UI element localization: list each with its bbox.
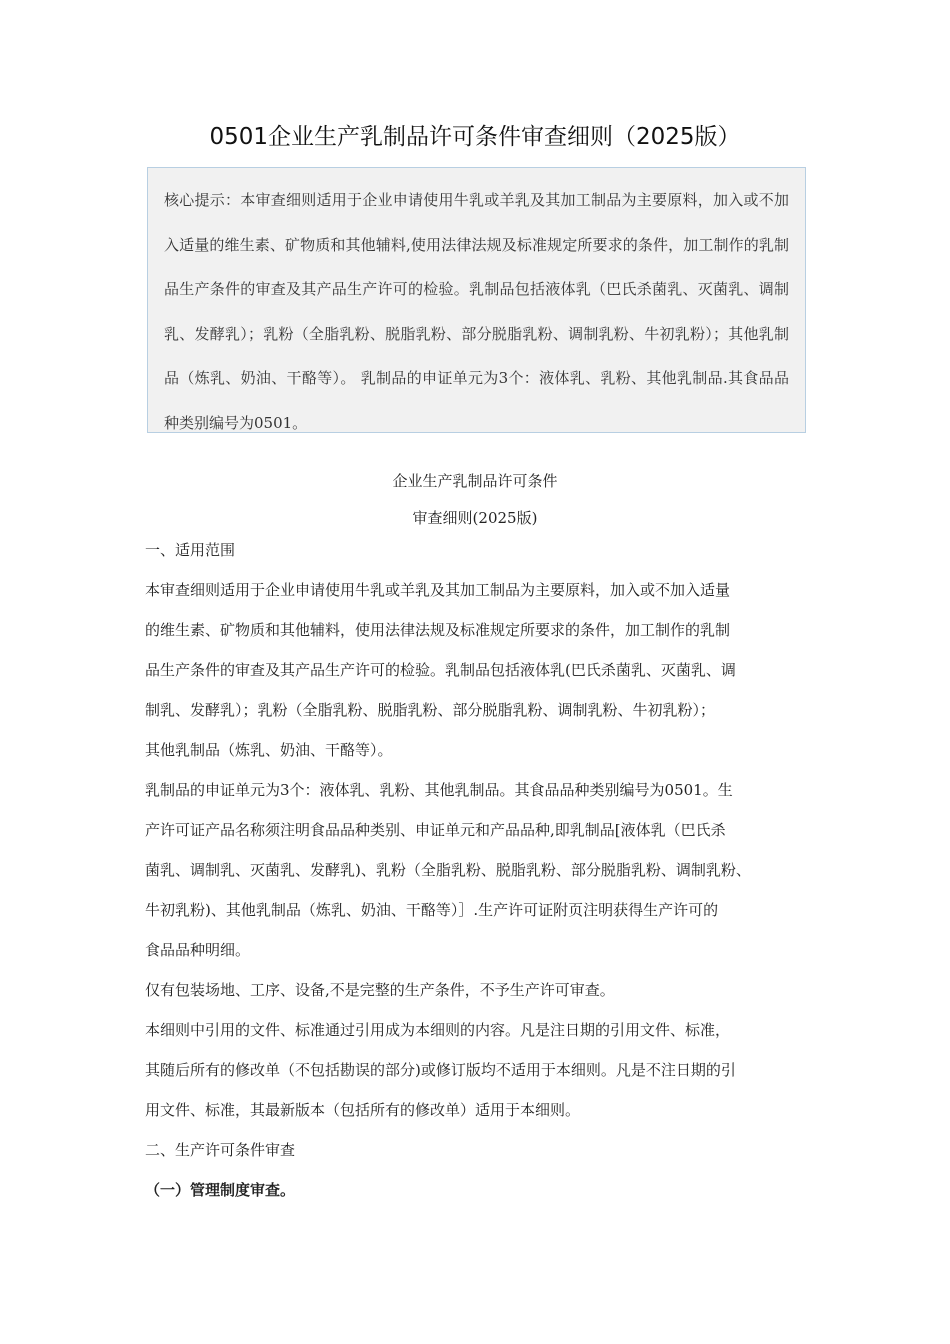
body-line: 牛初乳粉)、其他乳制品（炼乳、奶油、干酪等）］.生产许可证附页注明获得生产许可的 [145,901,719,919]
body-line: 制乳、发酵乳）；乳粉（全脂乳粉、脱脂乳粉、部分脱脂乳粉、调制乳粉、牛初乳粉）； [145,701,716,719]
body-line: 其他乳制品（炼乳、奶油、干酪等）。 [145,741,393,759]
subtitle-line-1: 企业生产乳制品许可条件 [392,472,558,490]
body-line: 本细则中引用的文件、标准通过引用成为本细则的内容。凡是注日期的引用文件、标准， [145,1021,731,1039]
core-tip-box [147,167,806,433]
body-line: 其随后所有的修改单（不包括勘误的部分)或修订版均不适用于本细则。凡是不注日期的引 [145,1061,736,1079]
core-tip-text: 核心提示：本审查细则适用于企业申请使用牛乳或羊乳及其加工制品为主要原料，加入或不加入适量的维生素、矿物质和其他辅料,使用法律法规及标准规定所要求的条件，加工制作的乳制品生产条件的审查及其产品生产许可的检验。乳制品包括液体乳（巴氏杀菌乳、灭菌乳、调制乳、发酵乳）；乳粉（全脂乳粉、脱脂乳粉、部分脱脂乳粉、调制乳粉、牛初乳粉）；其他乳制品（炼乳、奶油、干酪等）。 乳制品的申证单元为3个：液体乳、乳粉、其他乳制品.其食品品种类别编号为0501。 [164,191,789,432]
body-text [145,530,815,1210]
document-title: 0501企业生产乳制品许可条件审查细则（2025版） [209,124,741,150]
section-heading-license-conditions: 二、生产许可条件审查 [145,1141,296,1159]
body-line: 的维生素、矿物质和其他辅料，使用法律法规及标准规定所要求的条件，加工制作的乳制 [145,621,731,639]
subsection-heading-management: （一）管理制度审查。 [145,1181,296,1199]
body-line: 乳制品的申证单元为3个：液体乳、乳粉、其他乳制品。其食品品种类别编号为0501。生 [145,781,733,799]
body-line: 产许可证产品名称须注明食品品种类别、申证单元和产品品种,即乳制品[液体乳（巴氏杀 [145,821,726,839]
body-line: 食品品种明细。 [145,941,251,959]
subtitle-line-2: 审查细则(2025版) [412,509,538,527]
body-line: 品生产条件的审查及其产品生产许可的检验。乳制品包括液体乳(巴氏杀菌乳、灭菌乳、调 [145,661,736,679]
body-line: 仅有包装场地、工序、设备,不是完整的生产条件，不予生产许可审查。 [145,981,615,999]
body-line: 菌乳、调制乳、灭菌乳、发酵乳)、乳粉（全脂乳粉、脱脂乳粉、部分脱脂乳粉、调制乳粉、 [145,861,751,879]
body-line: 本审查细则适用于企业申请使用牛乳或羊乳及其加工制品为主要原料，加入或不加入适量 [145,581,731,599]
section-heading-scope: 一、适用范围 [145,541,236,559]
body-line: 用文件、标准，其最新版本（包括所有的修改单）适用于本细则。 [145,1101,581,1119]
